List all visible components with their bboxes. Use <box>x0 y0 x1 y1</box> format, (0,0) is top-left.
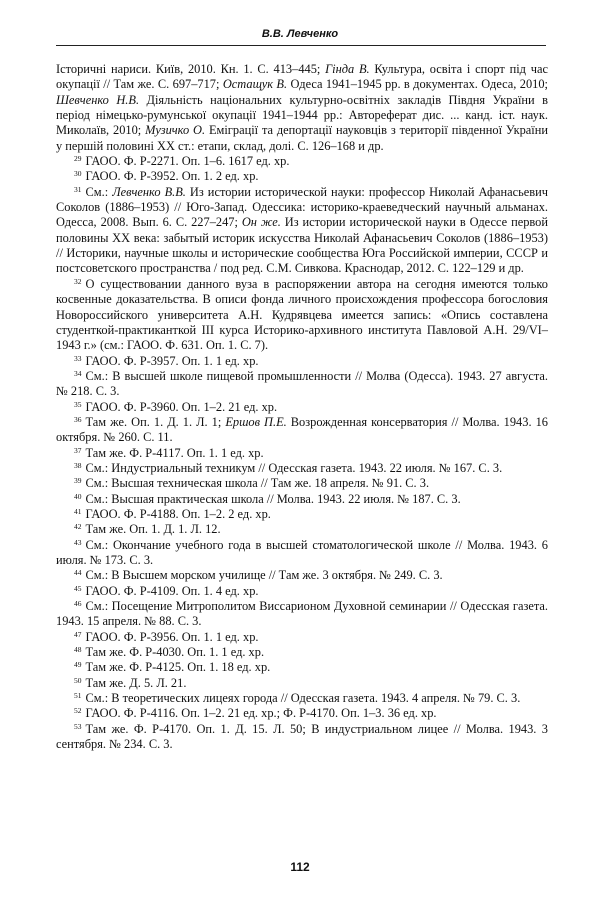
footnote-number: 47 <box>74 629 82 639</box>
footnote-31 <box>56 185 548 277</box>
footnote-48 <box>56 645 548 660</box>
footnote-number: 34 <box>74 368 82 378</box>
footnote-45 <box>56 584 548 599</box>
footnote-42 <box>56 522 548 537</box>
footnote-text: См.: Высшая практическая школа // Молва. 1943. 22 июля. № 187. С. 3. <box>85 491 461 506</box>
footnote-51 <box>56 691 548 706</box>
footnote-text: ГАОО. Ф. Р-4188. Оп. 1–2. 2 ед. хр. <box>85 506 271 521</box>
footnote-number: 49 <box>74 660 82 670</box>
footnote-41 <box>56 507 548 522</box>
footnote-text: О существовании данного вуза в распоряжении автора на сегодня имеются только косвенные доказательства. В описи фонда личного происхождения профессора богословия Новороссийского университета А.Н. Кудрявцева имеется запись: «Опись составлена студенткой-практиканткой III курса Историко-архивного института Павловой А.Н. 29/VI–1943 г.» (см.: ГАОО. Ф. 631. Оп. 1. С. 7). <box>56 276 548 353</box>
footnote-49 <box>56 660 548 675</box>
footnote-text: См.: Высшая техническая школа // Там же. 18 апреля. № 91. С. 3. <box>85 476 430 491</box>
footnote-30 <box>56 169 548 184</box>
footnote-53 <box>56 722 548 753</box>
footnote-number: 29 <box>74 154 82 164</box>
footnote-number: 52 <box>74 706 82 716</box>
footnote-number: 38 <box>74 460 82 470</box>
footnote-43 <box>56 538 548 569</box>
footnote-number: 42 <box>74 522 82 532</box>
footnote-44 <box>56 568 548 583</box>
footnote-50 <box>56 676 548 691</box>
footnote-38 <box>56 461 548 476</box>
footnote-number: 35 <box>74 399 82 409</box>
running-header: В.В. Левченко <box>261 28 339 40</box>
footnote-text: См.: Посещение Митрополитом Виссарионом Духовной семинарии // Одесская газета. 1943. 15 апреля. № 88. С. 3. <box>56 599 548 629</box>
footnote-text: ГАОО. Ф. Р-3952. Оп. 1. 2 ед. хр. <box>85 169 259 184</box>
footnote-number: 53 <box>74 721 82 731</box>
footnote-text: См.: Индустриальный техникум // Одесская газета. 1943. 22 июля. № 167. С. 3. <box>85 460 503 475</box>
footnote-39 <box>56 476 548 491</box>
footnote-37 <box>56 446 548 461</box>
footnote-text: См.: Левченко В.В. Из истории исторической науки: профессор Николай Афанасьевич Соколов (1886–1953) // Юго-Запад. Одессика: историко-краеведческий научный альманах. Одесса, 2008. Вып. 6. С. 227–247; Он же. Из истории исторической науки в Одессе первой половины ХХ века: забытый историк искусства Николай Афанасьевич Соколов (1886–1953) // Историки, научные школы и исторические сообщества Юга Российской империи, СССР и постсоветского пространства / под ред. С.М. Сивкова. Краснодар, 2012. С. 122–129 и др. <box>56 184 549 276</box>
footnote-number: 44 <box>74 568 82 578</box>
footnote-text: Там же. Ф. Р-4170. Оп. 1. Д. 15. Л. 50; В индустриальном лицее // Молва. 1943. 3 сентября. № 234. С. 3. <box>56 721 548 752</box>
footnote-text: См.: В высшей школе пищевой промышленности // Молва (Одесса). 1943. 27 августа. № 218. С. 3. <box>56 368 548 399</box>
footnote-text: Там же. Д. 5. Л. 21. <box>85 675 187 690</box>
footnote-text: ГАОО. Ф. Р-2271. Оп. 1–6. 1617 ед. хр. <box>85 154 290 169</box>
footnote-text: Там же. Оп. 1. Д. 1. Л. 12. <box>85 522 221 537</box>
footnote-text: Там же. Ф. Р-4030. Оп. 1. 1 ед. хр. <box>85 645 265 660</box>
footnote-text: ГАОО. Ф. Р-3957. Оп. 1. 1 ед. хр. <box>85 353 259 368</box>
footnote-number: 40 <box>74 491 82 501</box>
footnote-number: 31 <box>74 184 82 194</box>
header-rule <box>56 45 546 46</box>
footnote-number: 46 <box>74 599 82 609</box>
footnote-number: 39 <box>74 476 82 486</box>
footnote-35 <box>56 400 548 415</box>
footnote-number: 51 <box>74 691 82 701</box>
footnote-40 <box>56 492 548 507</box>
footnotes-list <box>56 62 548 752</box>
footnote-text: ГАОО. Ф. Р-4109. Оп. 1. 4 ед. хр. <box>85 583 259 598</box>
footnote-number: 33 <box>74 353 82 363</box>
footnote-47 <box>56 630 548 645</box>
footnote-text: Там же. Ф. Р-4125. Оп. 1. 18 ед. хр. <box>85 660 271 675</box>
footnote-34 <box>56 369 548 400</box>
footnote-text: Історичні нариси. Київ, 2010. Кн. 1. С. 413–445; Гінда В. Культура, освіта і спорт під час окупації // Там же. С. 697–717; Остащук В. Одеса 1941–1945 рр. в документах. Одеса, 2010; Шевченко Н.В. Діяльність національних культурно-освітніх закладів Півдня України в період німецько-румунської окупації 1941–1944 рр.: Автореферат дис. ... канд. іст. наук. Миколаїв, 2010; Музичко О. Еміграції та депортації науковців з території південної України у першій половині ХХ ст.: етапи, склад, долі. С. 126–168 и др. <box>56 62 548 153</box>
footnote-text: См.: В теоретических лицеях города // Одесская газета. 1943. 4 апреля. № 79. С. 3. <box>85 691 521 706</box>
footnote-text: Там же. Оп. 1. Д. 1. Л. 1; Ершов П.Е. Возрожденная консерватория // Молва. 1943. 16 октября. № 260. С. 11. <box>56 414 548 445</box>
footnote-number: 36 <box>74 414 82 424</box>
footnote-number: 45 <box>74 583 82 593</box>
footnote-text: Там же. Ф. Р-4117. Оп. 1. 1 ед. хр. <box>85 445 264 460</box>
footnote-number: 43 <box>74 537 82 547</box>
footnote-46 <box>56 599 548 630</box>
page-number: 112 <box>290 860 310 874</box>
footnote-text: См.: В Высшем морском училище // Там же. 3 октября. № 249. С. 3. <box>85 568 443 583</box>
footnote-52 <box>56 706 548 721</box>
footnote-33 <box>56 354 548 369</box>
footnote-text: См.: Окончание учебного года в высшей стоматологической школе // Молва. 1943. 6 июля. № 173. С. 3. <box>56 537 548 567</box>
footnote-number: 48 <box>74 645 82 655</box>
footnote-text: ГАОО. Ф. Р-3960. Оп. 1–2. 21 ед. хр. <box>85 399 278 414</box>
footnote-number: 41 <box>74 506 82 516</box>
footnote-continuation <box>56 62 548 154</box>
footnote-number: 30 <box>74 169 82 179</box>
footnote-29 <box>56 154 548 169</box>
footnote-text: ГАОО. Ф. Р-3956. Оп. 1. 1 ед. хр. <box>85 629 259 644</box>
footnote-36 <box>56 415 548 446</box>
footnote-number: 50 <box>74 675 82 685</box>
footnote-32 <box>56 277 548 354</box>
footnote-text: ГАОО. Ф. Р-4116. Оп. 1–2. 21 ед. хр.; Ф. Р-4170. Оп. 1–3. 36 ед. хр. <box>85 706 437 721</box>
footnote-number: 32 <box>74 276 82 286</box>
footnote-number: 37 <box>74 445 82 455</box>
